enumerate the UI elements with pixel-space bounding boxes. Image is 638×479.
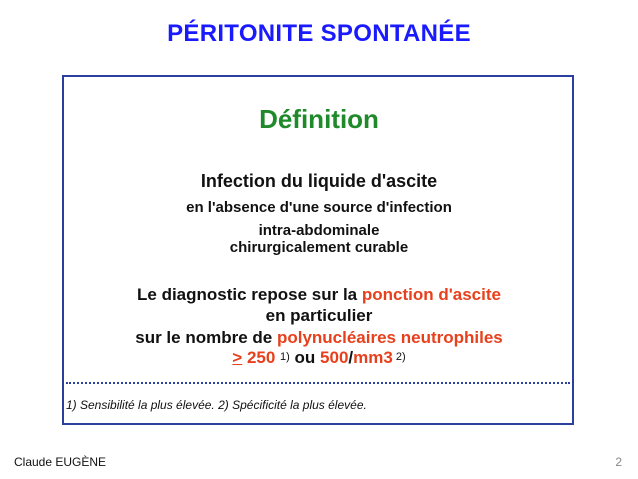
slash: / <box>348 348 354 367</box>
definition-line-1: Infection du liquide d'ascite <box>200 171 438 191</box>
threshold-500: 500 <box>320 348 349 367</box>
unit-mm3: mm3 <box>353 348 393 367</box>
diagnosis-line-3 <box>0 328 638 348</box>
diagnosis-line-2: en particulier <box>265 306 373 325</box>
pnn-highlight: polynucléaires neutrophiles <box>276 328 503 347</box>
gt-symbol: > <box>232 348 243 367</box>
or-text: ou <box>289 348 321 367</box>
diagnosis-line-4 <box>0 348 638 368</box>
footnote: 1) Sensibilité la plus élevée. 2) Spécificité la plus élevée. <box>66 398 367 412</box>
definition-line-2: en l'absence d'une source d'infection <box>186 199 452 216</box>
definition-line-3: intra-abdominale <box>258 222 380 239</box>
ref-2: 2) <box>392 351 406 363</box>
dotted-divider <box>66 382 570 384</box>
slide-title: PÉRITONITE SPONTANÉE <box>167 20 471 47</box>
ponction-highlight: ponction d'ascite <box>361 285 501 304</box>
diagnosis-line-3-text: sur le nombre de <box>135 328 277 347</box>
diagnosis-line-1 <box>0 285 638 305</box>
threshold-250: 250 <box>242 348 281 367</box>
page-number: 2 <box>615 455 622 469</box>
definition-line-4: chirurgicalement curable <box>229 239 409 256</box>
ref-1: 1) <box>280 351 290 363</box>
author-name: Claude EUGÈNE <box>14 455 107 469</box>
diagnosis-line-1-text: Le diagnostic repose sur la <box>137 285 362 304</box>
section-heading: Définition <box>259 104 379 134</box>
